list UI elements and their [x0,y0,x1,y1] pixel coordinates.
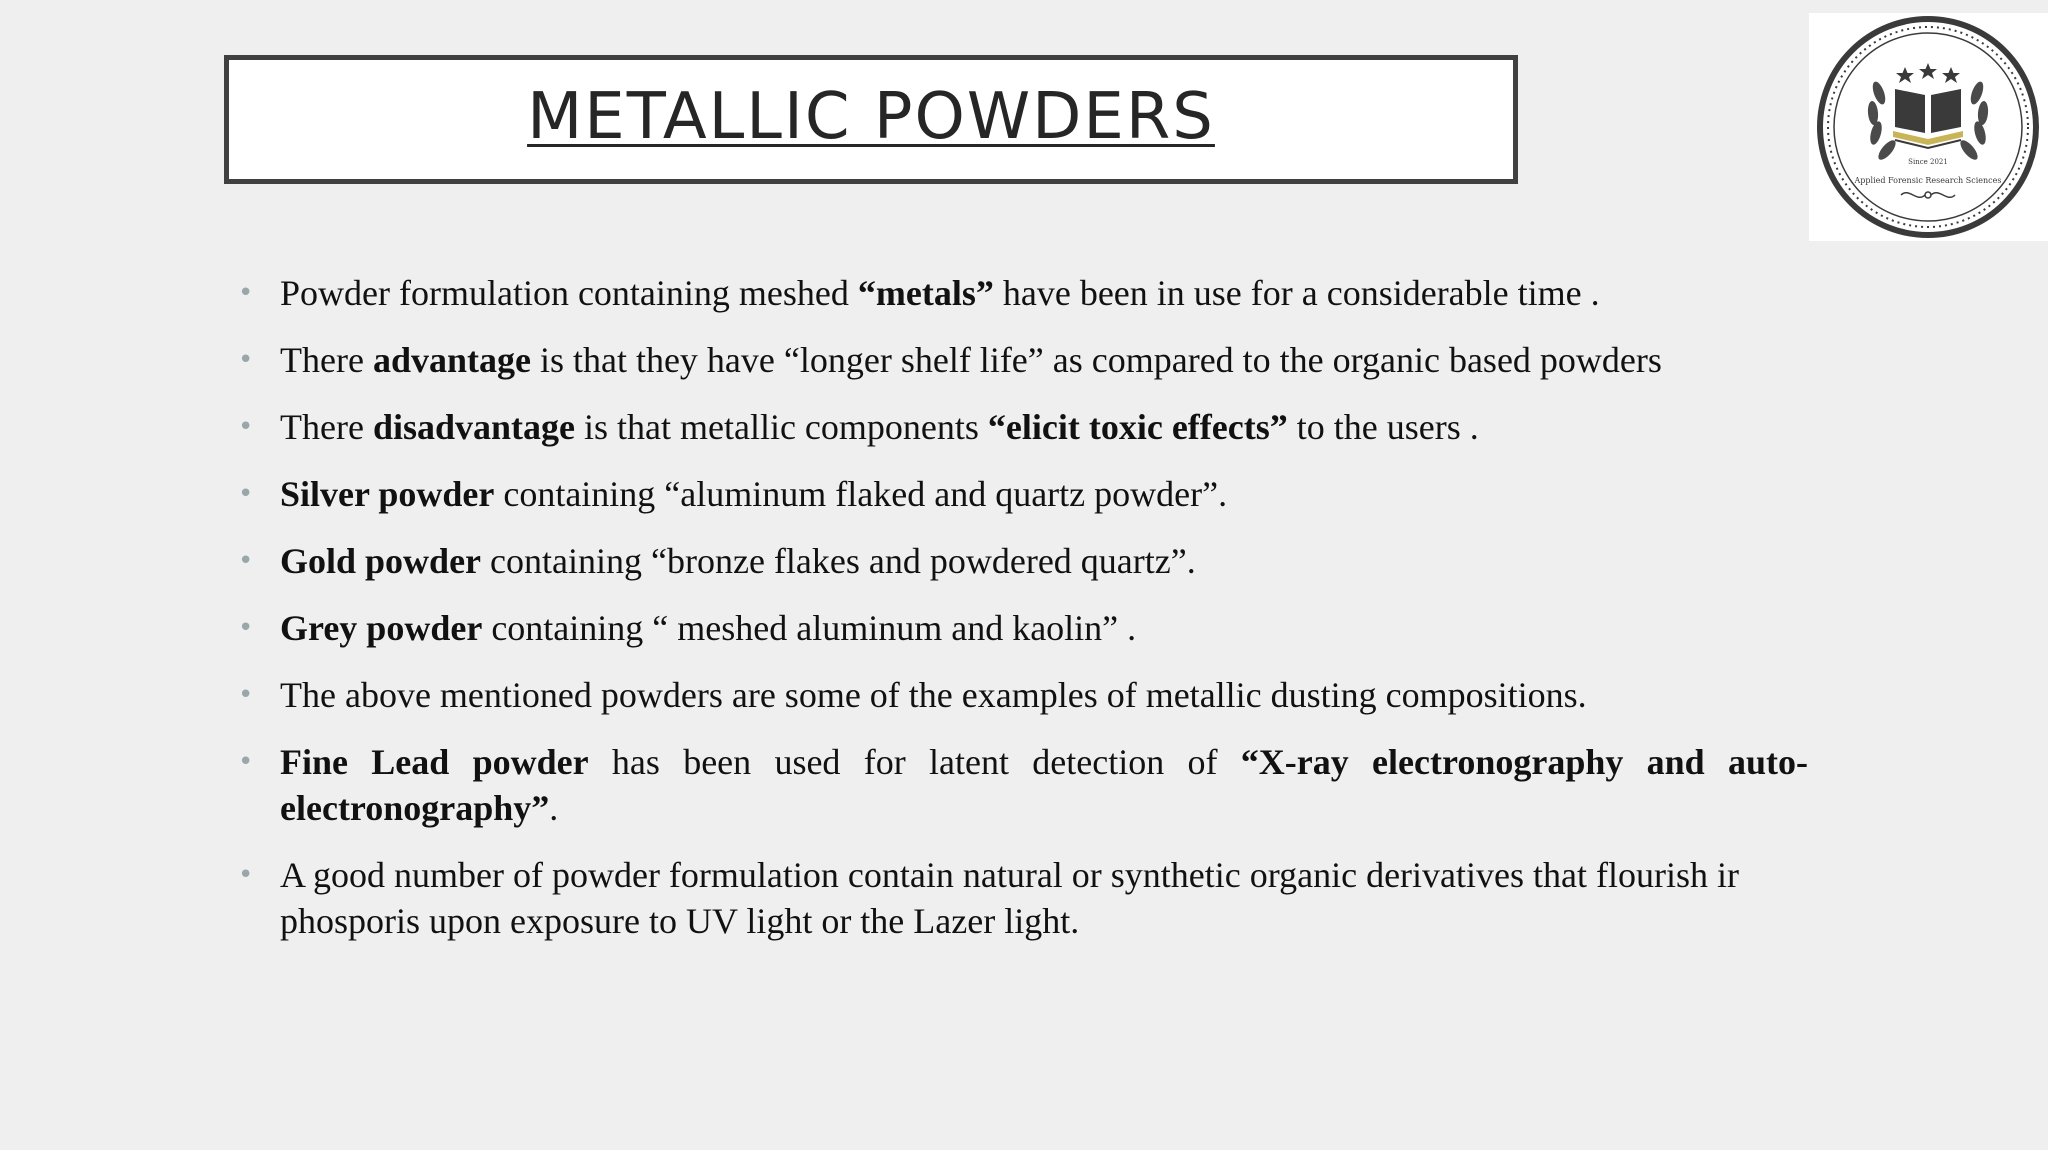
bullet-dot-icon: • [238,412,254,442]
bullet-text: There [280,407,373,447]
bullet-text: is that they have “longer shelf life” as compared to the organic based powders [530,340,1662,380]
laurel-icon [1867,80,1989,162]
bullet-text: have been in use for a considerable time . [993,273,1600,313]
bullet-text: has been used for latent detection of [588,742,1241,782]
bullet-bold-text: Gold powder [280,541,482,581]
bullet-dot-icon: • [238,278,254,308]
bullet-dot-icon: • [238,613,254,643]
bullet-text: . [549,788,559,828]
bullet-dot-icon: • [238,479,254,509]
page-title: METALLIC POWDERS [527,79,1215,154]
bullet-text: containing “aluminum flaked and quartz powder”. [494,474,1228,514]
bullet-item [236,852,1808,944]
bullet-dot-icon: • [238,680,254,710]
bullet-text: The above mentioned powders are some of the examples of metallic dusting compositions. [280,675,1587,715]
bullet-bold-text: disadvantage [372,407,575,447]
ornament-icon [1901,193,1955,198]
bullet-text: There [280,340,373,380]
bullet-item [236,538,1808,584]
bullet-item [236,471,1808,517]
bullet-bold-text: advantage [372,340,531,380]
bullet-item [236,270,1808,316]
bullet-text: containing “ meshed aluminum and kaolin” . [482,608,1137,648]
bullet-dot-icon: • [238,747,254,777]
bullet-text: containing “bronze flakes and powdered quartz”. [481,541,1196,581]
bullet-item [236,404,1808,450]
bullet-item [236,672,1808,718]
bullet-list [236,270,1808,965]
bullet-dot-icon: • [238,345,254,375]
bullet-bold-text: “X-ray electronography and auto-electronography” [280,742,1808,828]
bullet-dot-icon: • [238,546,254,576]
bullet-text: Powder formulation containing meshed [280,273,858,313]
bullet-dot-icon: • [238,860,254,890]
bullet-item [236,337,1808,383]
bullet-item [236,605,1808,651]
stars-icon [1896,63,1960,83]
bullet-item [236,739,1808,831]
bullet-text: to the users . [1287,407,1479,447]
bullet-text: is that metallic components [574,407,988,447]
org-seal-logo [1809,13,2048,241]
logo-card [1809,13,2048,241]
bullet-bold-text: “elicit toxic effects” [987,407,1288,447]
bullet-bold-text: Fine Lead powder [280,742,589,782]
bullet-text: A good number of powder formulation contain natural or synthetic organic derivatives that flourish ir phosporis upon exposure to UV light or the Lazer light. [280,855,1739,941]
org-name: Applied Forensic Research Sciences [1854,176,2002,185]
bullet-bold-text: Grey powder [280,608,483,648]
since-text: Since 2021 [1908,158,1948,166]
book-icon [1893,89,1963,148]
bullet-bold-text: Silver powder [280,474,495,514]
bullet-bold-text: “metals” [857,273,994,313]
title-box [224,55,1518,184]
